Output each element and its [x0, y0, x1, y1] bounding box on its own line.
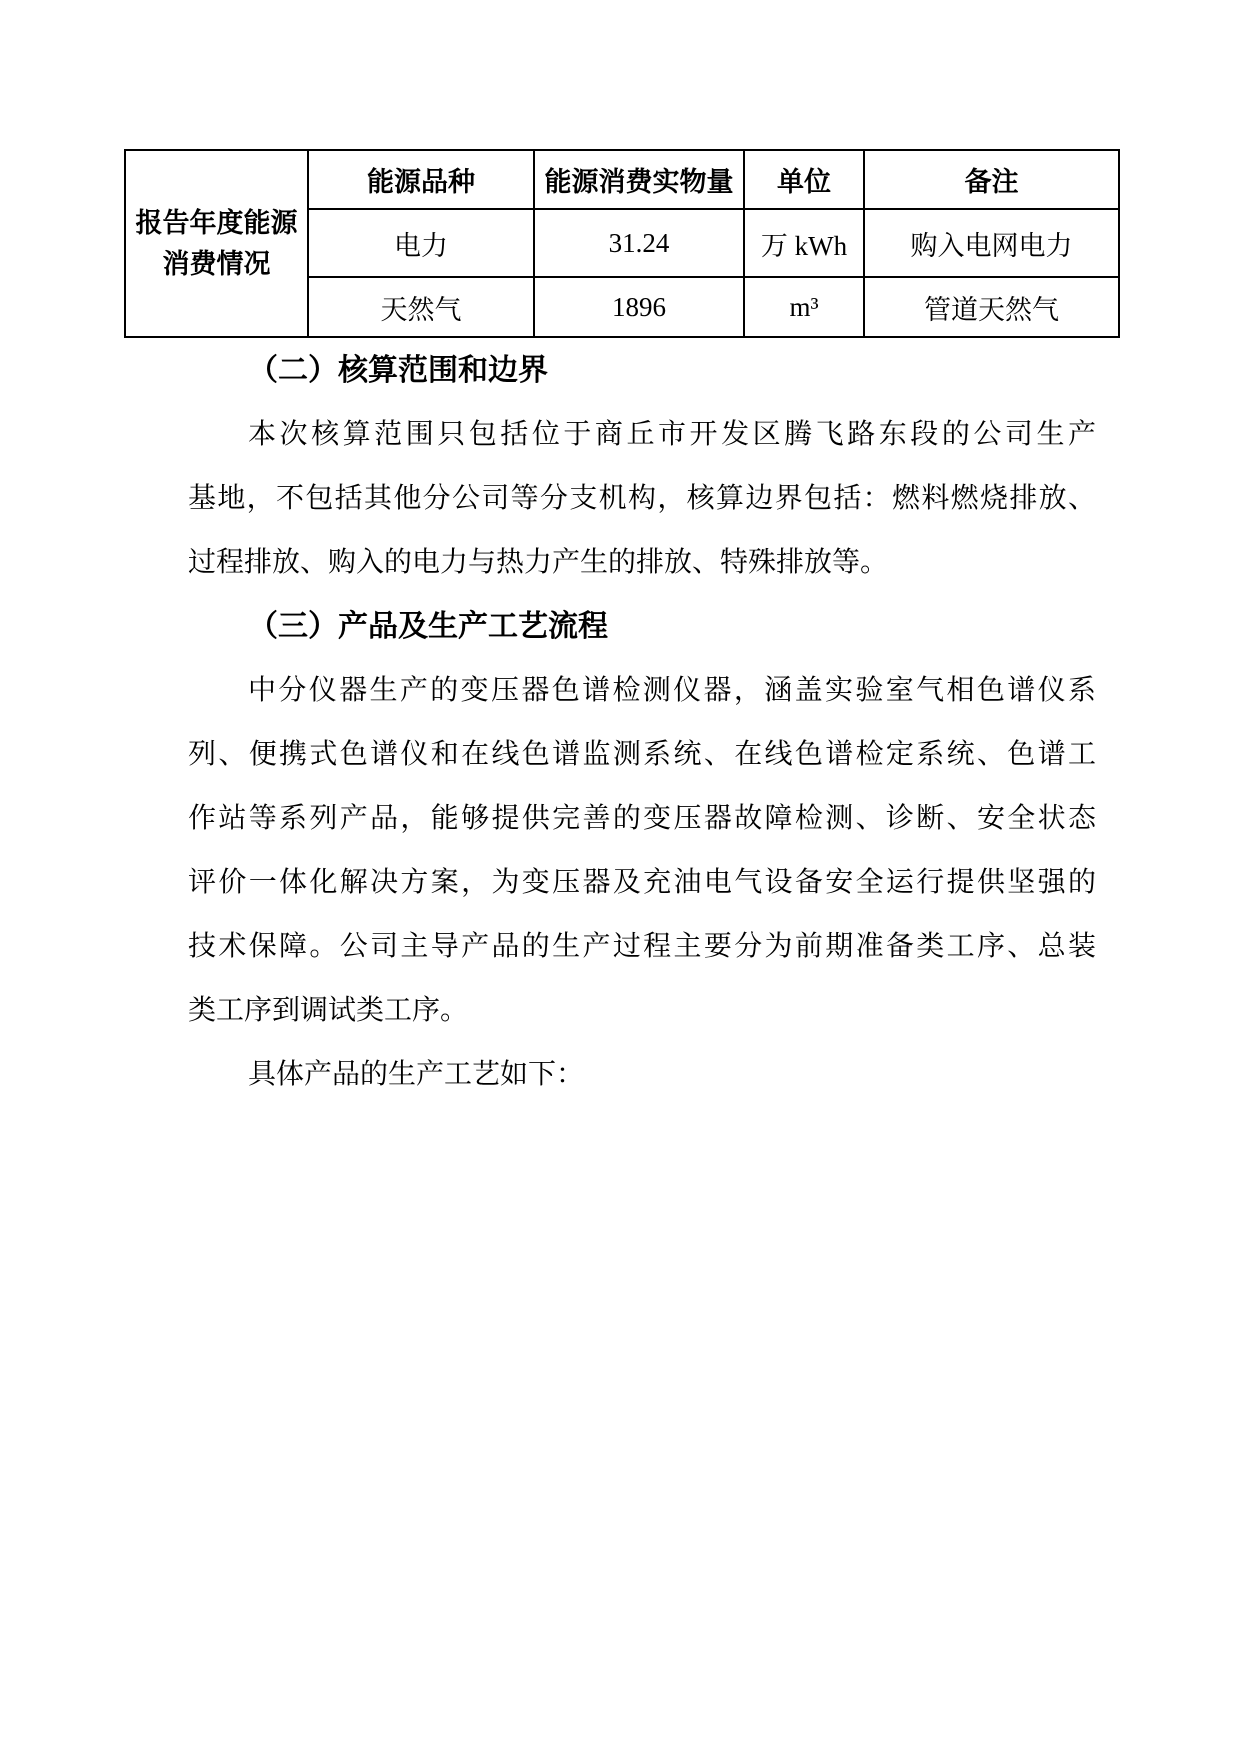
cell-gas-note: 管道天然气	[864, 277, 1119, 337]
paragraph-line: 基地，不包括其他分公司等分支机构，核算边界包括：燃料燃烧排放、	[188, 483, 1096, 514]
cell-electricity-type: 电力	[308, 209, 534, 277]
cell-electricity-unit: 万 kWh	[744, 209, 864, 277]
energy-consumption-table	[124, 149, 1120, 338]
cell-electricity-note: 购入电网电力	[864, 209, 1119, 277]
paragraph-line: 技术保障。公司主导产品的生产过程主要分为前期准备类工序、总装	[188, 931, 1096, 962]
paragraph-line: 本次核算范围只包括位于商丘市开发区腾飞路东段的公司生产	[248, 419, 1096, 450]
section-heading-accounting-scope: （二）核算范围和边界	[248, 354, 548, 387]
table-row-group-label: 报告年度能源消费情况	[125, 150, 308, 337]
col-header-remark: 备注	[864, 150, 1119, 209]
paragraph-line: 中分仪器生产的变压器色谱检测仪器，涵盖实验室气相色谱仪系	[248, 675, 1096, 706]
col-header-energy-type: 能源品种	[308, 150, 534, 209]
cell-electricity-amount: 31.24	[534, 209, 744, 277]
cell-gas-amount: 1896	[534, 277, 744, 337]
col-header-unit: 单位	[744, 150, 864, 209]
paragraph-process-intro	[188, 1043, 1096, 1107]
paragraph-products-description	[188, 659, 1096, 1043]
section-heading-products-process: （三）产品及生产工艺流程	[248, 610, 608, 643]
paragraph-line: 类工序到调试类工序。	[188, 995, 469, 1026]
cell-gas-unit: m³	[744, 277, 864, 337]
paragraph-accounting-scope	[188, 403, 1096, 595]
paragraph-line: 作站等系列产品，能够提供完善的变压器故障检测、诊断、安全状态	[188, 803, 1096, 834]
paragraph-line: 列、便携式色谱仪和在线色谱监测系统、在线色谱检定系统、色谱工	[188, 739, 1096, 770]
paragraph-line: 具体产品的生产工艺如下：	[248, 1059, 585, 1090]
cell-gas-type: 天然气	[308, 277, 534, 337]
document-body	[188, 339, 1096, 1107]
col-header-consumption-amount: 能源消费实物量	[534, 150, 744, 209]
paragraph-line: 评价一体化解决方案，为变压器及充油电气设备安全运行提供坚强的	[188, 867, 1096, 898]
table-header-row	[125, 150, 1119, 209]
paragraph-line: 过程排放、购入的电力与热力产生的排放、特殊排放等。	[188, 547, 889, 578]
